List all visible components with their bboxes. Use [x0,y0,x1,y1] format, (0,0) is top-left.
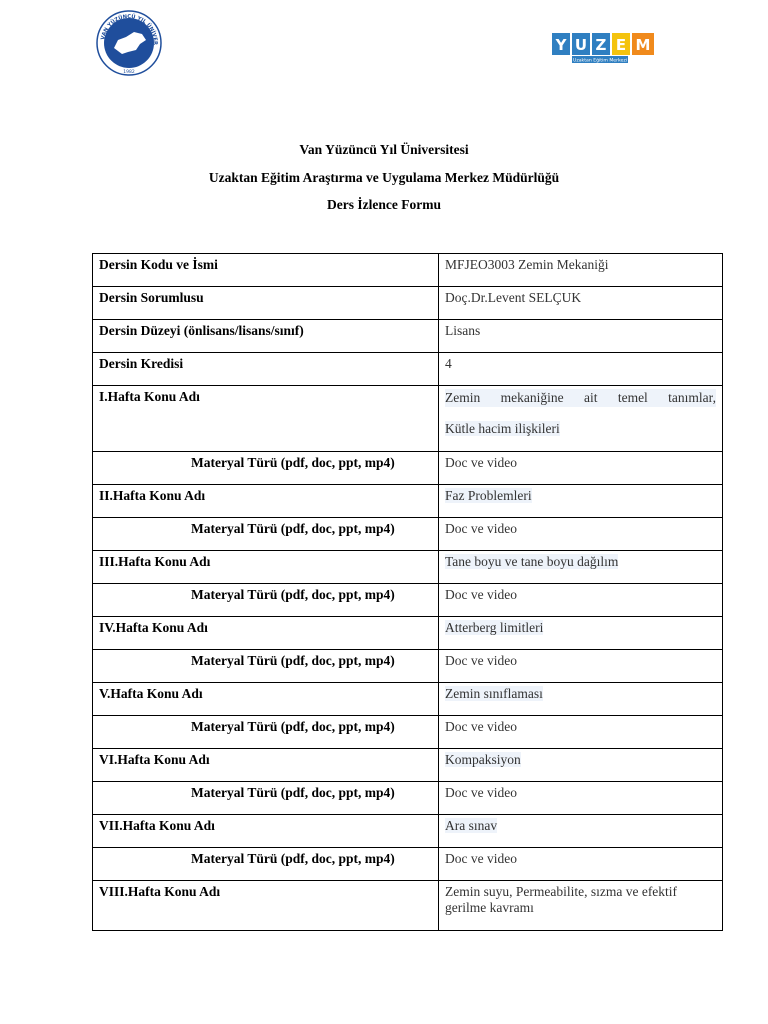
table-row [93,584,723,617]
row-label: Dersin Sorumlusu [93,287,439,320]
week-topic: Zemin suyu, Permeabilite, sızma ve efektif gerilme kavramı [439,881,723,931]
week-label: VII.Hafta Konu Adı [93,815,439,848]
week-topic: Zemin sınıflaması [439,683,723,716]
material-label: Materyal Türü (pdf, doc, ppt, mp4) [93,782,439,815]
svg-text:Y: Y [555,36,567,54]
table-row [93,485,723,518]
university-seal-logo [96,10,162,76]
week-label: V.Hafta Konu Adı [93,683,439,716]
table-row [93,782,723,815]
week-topic: Tane boyu ve tane boyu dağılım [439,551,723,584]
university-name: Van Yüzüncü Yıl Üniversitesi [299,142,469,157]
week-topic: Kompaksiyon [439,749,723,782]
material-label: Materyal Türü (pdf, doc, ppt, mp4) [93,452,439,485]
row-value: Lisans [439,320,723,353]
svg-text:Uzaktan Eğitim Merkezi: Uzaktan Eğitim Merkezi [572,58,628,64]
table-row [93,518,723,551]
form-title: Ders İzlence Formu [327,197,441,212]
week-label: VI.Hafta Konu Adı [93,749,439,782]
svg-text:U: U [574,36,588,54]
material-label: Materyal Türü (pdf, doc, ppt, mp4) [93,518,439,551]
table-row [93,386,723,452]
material-label: Materyal Türü (pdf, doc, ppt, mp4) [93,584,439,617]
material-value: Doc ve video [439,848,723,881]
yuzem-logo [550,26,658,64]
week-label: IV.Hafta Konu Adı [93,617,439,650]
table-row [93,320,723,353]
table-row [93,551,723,584]
table-row [93,749,723,782]
row-value: 4 [439,353,723,386]
table-row [93,683,723,716]
material-value: Doc ve video [439,584,723,617]
week-topic: Zemin mekaniğine ait temel tanımlar, Kütle hacim ilişkileri [439,386,723,452]
material-value: Doc ve video [439,782,723,815]
week-topic: Faz Problemleri [439,485,723,518]
week-label: II.Hafta Konu Adı [93,485,439,518]
svg-text:VAN YÜZÜNCÜ YIL ÜNİVERSİTESİ: VAN YÜZÜNCÜ YIL ÜNİVER [100,13,159,45]
table-row [93,287,723,320]
center-name: Uzaktan Eğitim Araştırma ve Uygulama Merkez Müdürlüğü [208,169,560,185]
document-header [0,140,768,223]
material-label: Materyal Türü (pdf, doc, ppt, mp4) [93,650,439,683]
week-topic: Atterberg limitleri [439,617,723,650]
table-row [93,650,723,683]
week-label: III.Hafta Konu Adı [93,551,439,584]
table-row [93,848,723,881]
material-value: Doc ve video [439,716,723,749]
row-value: MFJEO3003 Zemin Mekaniği [439,254,723,287]
svg-text:1982: 1982 [123,70,135,75]
material-value: Doc ve video [439,518,723,551]
material-value: Doc ve video [439,452,723,485]
table-row [93,452,723,485]
table-row [93,617,723,650]
week-topic: Ara sınav [439,815,723,848]
table-row [93,881,723,931]
svg-text:M: M [635,36,651,54]
row-label: Dersin Kodu ve İsmi [93,254,439,287]
material-label: Materyal Türü (pdf, doc, ppt, mp4) [93,716,439,749]
svg-text:E: E [615,36,627,54]
week-label: I.Hafta Konu Adı [93,386,439,452]
material-value: Doc ve video [439,650,723,683]
material-label: Materyal Türü (pdf, doc, ppt, mp4) [93,848,439,881]
row-label: Dersin Düzeyi (önlisans/lisans/sınıf) [93,320,439,353]
table-row [93,353,723,386]
svg-text:Z: Z [595,36,607,54]
row-value: Doç.Dr.Levent SELÇUK [439,287,723,320]
table-row [93,254,723,287]
syllabus-table [92,253,723,931]
week-label: VIII.Hafta Konu Adı [93,881,439,931]
table-row [93,716,723,749]
table-row [93,815,723,848]
row-label: Dersin Kredisi [93,353,439,386]
